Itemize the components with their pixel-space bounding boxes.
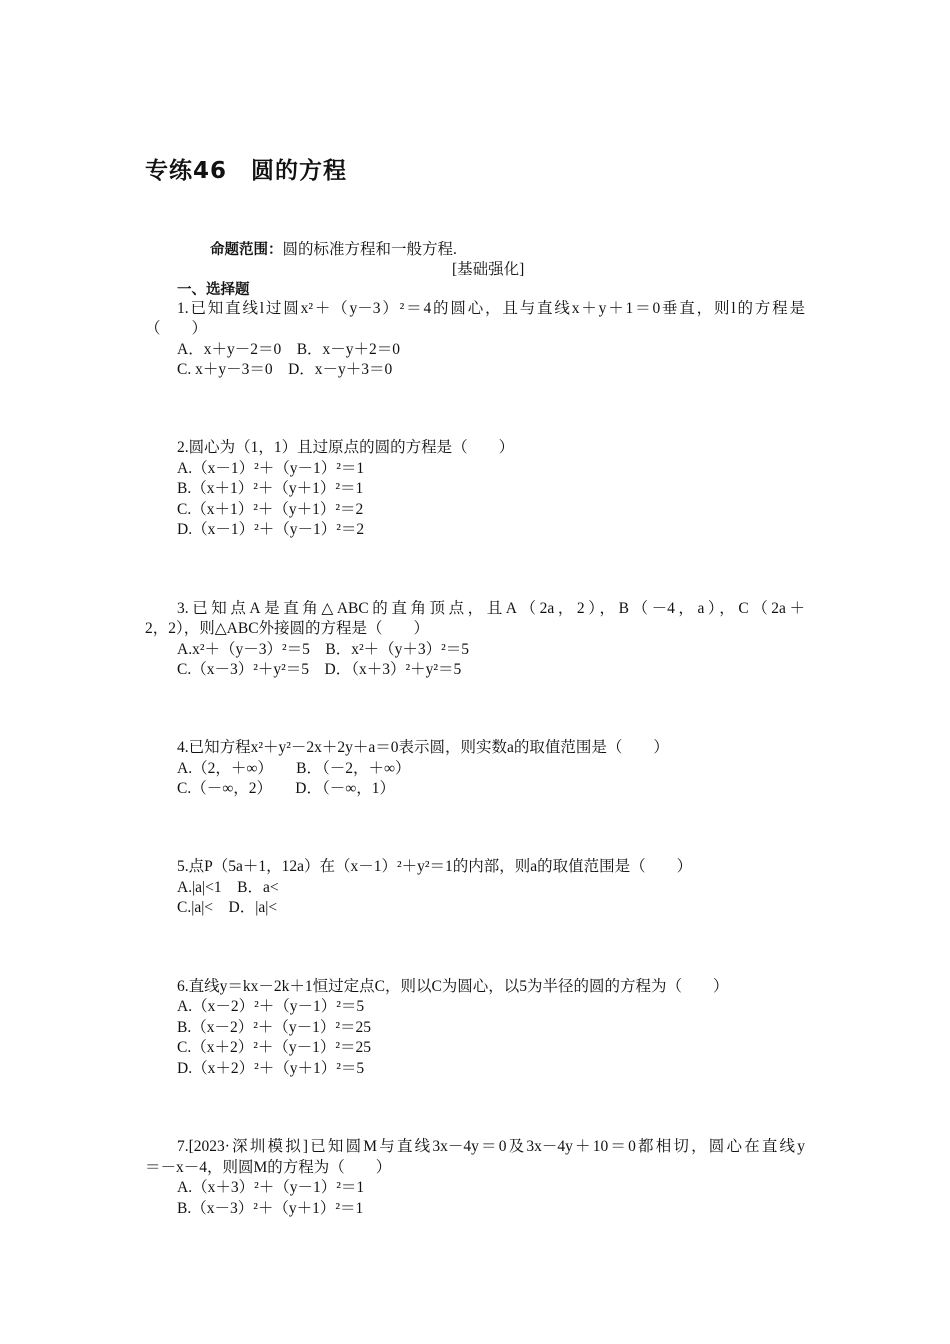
question-1-options-cd: C. x＋y－3＝0 D．x－y＋3＝0 (177, 361, 393, 378)
scope-line (210, 240, 457, 260)
question-2-option-c: C.（x＋1）²＋（y＋1）²＝2 (177, 501, 364, 518)
question-7-option-b: B.（x－3）²＋（y＋1）²＝1 (177, 1200, 364, 1217)
question-4-stem: 4.已知方程x²＋y²－2x＋2y＋a＝0表示圆，则实数a的取值范围是（ ） (177, 739, 669, 756)
page-title: 专练46 圆的方程 (145, 158, 348, 184)
question-5-options-ab: A.|a|<1 B．a< (177, 879, 279, 896)
scope-text: 圆的标准方程和一般方程. (282, 241, 457, 258)
question-2-option-d: D.（x－1）²＋（y－1）²＝2 (177, 521, 365, 538)
question-1-stem: 1.已知直线l过圆x²＋（y－3）²＝4的圆心，且与直线x＋y＋1＝0垂直，则l的方程是 (177, 300, 805, 317)
question-7-stem: 7.[2023·深圳模拟]已知圆M与直线3x－4y＝0及3x－4y＋10＝0都相切，圆心在直线y (177, 1138, 805, 1155)
question-6-option-b: B.（x－2）²＋（y－1）²＝25 (177, 1019, 372, 1036)
question-2-stem: 2.圆心为（1，1）且过原点的圆的方程是（ ） (177, 439, 515, 456)
question-1-options-ab: A．x＋y－2＝0 B．x－y＋2＝0 (177, 341, 401, 358)
question-1-stem-cont: （ ） (145, 320, 208, 337)
question-5-stem: 5.点P（5a＋1，12a）在（x－1）²＋y²＝1的内部，则a的取值范围是（ ） (177, 858, 693, 875)
question-4-options-ab: A.（2，＋∞） B．（－2，＋∞） (177, 760, 411, 777)
question-6-option-a: A.（x－2）²＋（y－1）²＝5 (177, 998, 365, 1015)
question-6-option-d: D.（x＋2）²＋（y＋1）²＝5 (177, 1060, 365, 1077)
question-4-options-cd: C.（－∞，2） D．（－∞，1） (177, 780, 396, 797)
question-6-stem: 6.直线y＝kx－2k＋1恒过定点C，则以C为圆心，以5为半径的圆的方程为（ ） (177, 978, 729, 995)
section-heading: 一、选择题 (177, 282, 250, 298)
question-3-stem: 3.已知点A是直角△ABC的直角顶点，且A（2a，2），B（－4，a），C（2a＋ (177, 600, 805, 617)
level-label: [基础强化] (452, 261, 525, 278)
question-7-stem-cont: ＝－x－4，则圆M的方程为（ ） (145, 1159, 392, 1176)
question-3-options-cd: C.（x－3）²＋y²＝5 D．（x＋3）²＋y²＝5 (177, 661, 462, 678)
question-3-stem-cont: 2，2），则△ABC外接圆的方程是（ ） (145, 620, 430, 637)
question-2-option-b: B.（x＋1）²＋（y＋1）²＝1 (177, 480, 364, 497)
question-7-option-a: A.（x＋3）²＋（y－1）²＝1 (177, 1179, 365, 1196)
question-5-options-cd: C.|a|< D．|a|< (177, 899, 278, 916)
question-2-option-a: A.（x－1）²＋（y－1）²＝1 (177, 460, 365, 477)
question-6-option-c: C.（x＋2）²＋（y－1）²＝25 (177, 1039, 372, 1056)
question-3-options-ab: A.x²＋（y－3）²＝5 B．x²＋（y＋3）²＝5 (177, 641, 469, 658)
scope-label: 命题范围： (210, 242, 283, 258)
